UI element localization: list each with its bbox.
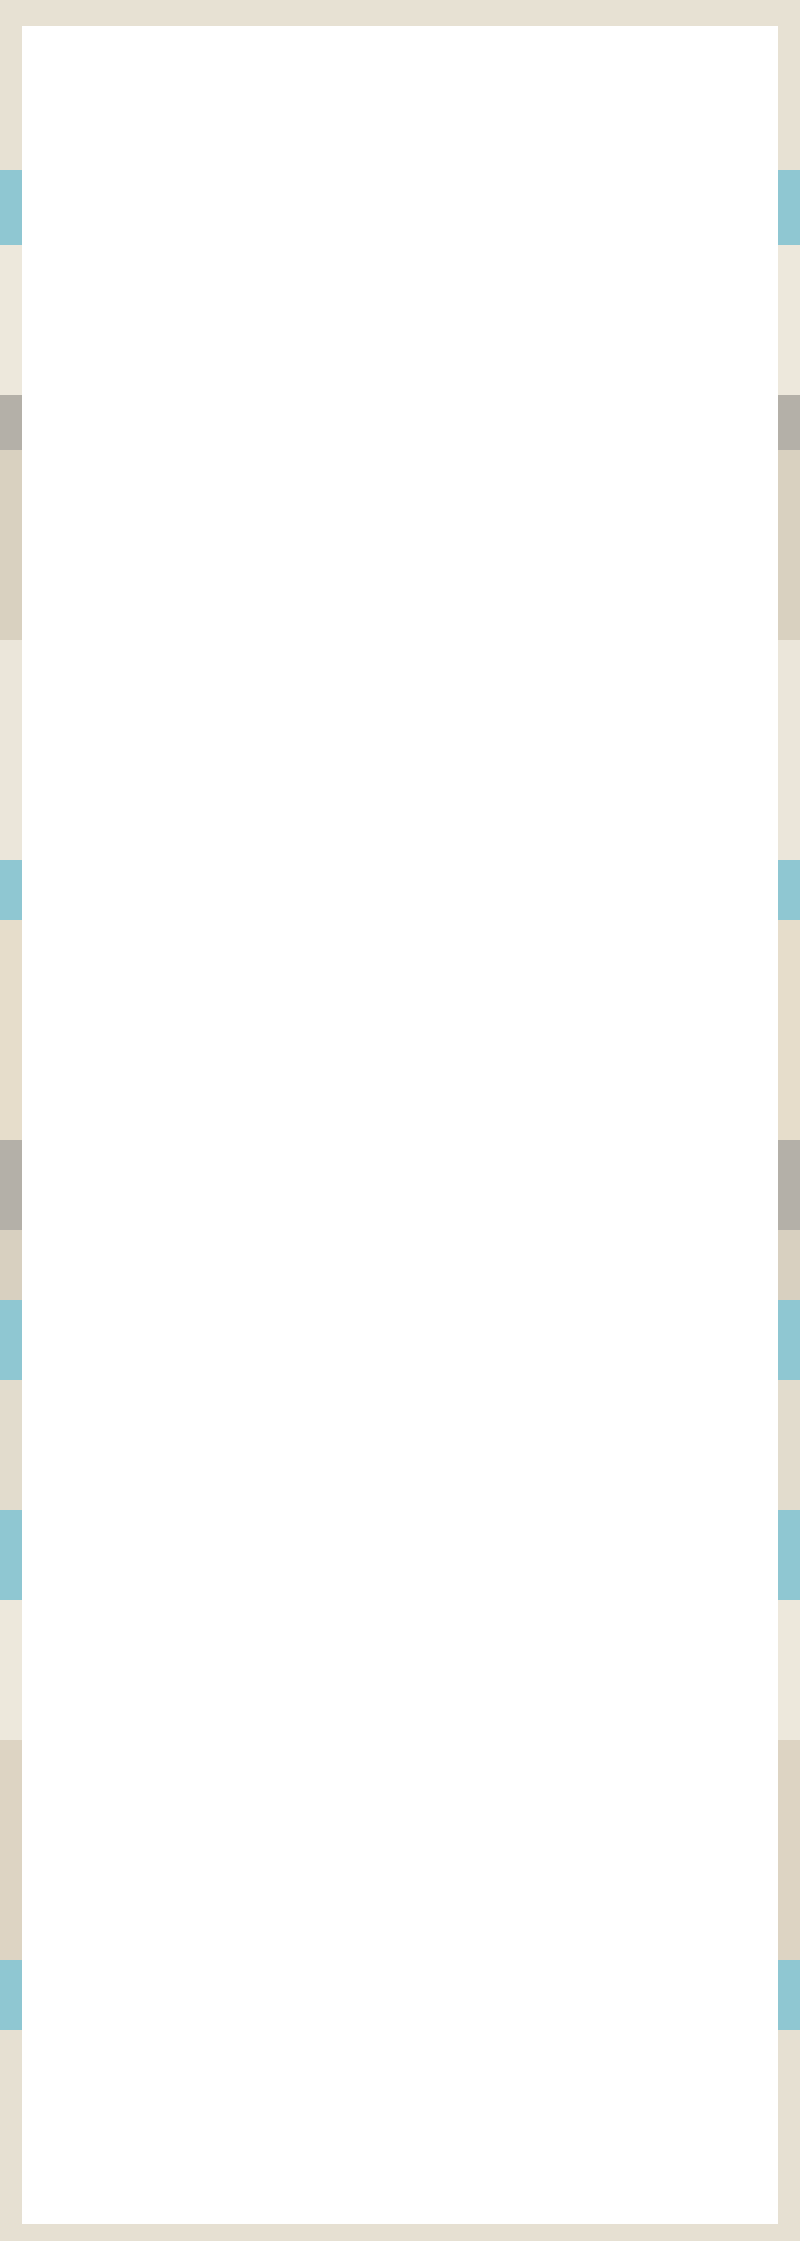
content-sheet <box>22 26 778 2224</box>
